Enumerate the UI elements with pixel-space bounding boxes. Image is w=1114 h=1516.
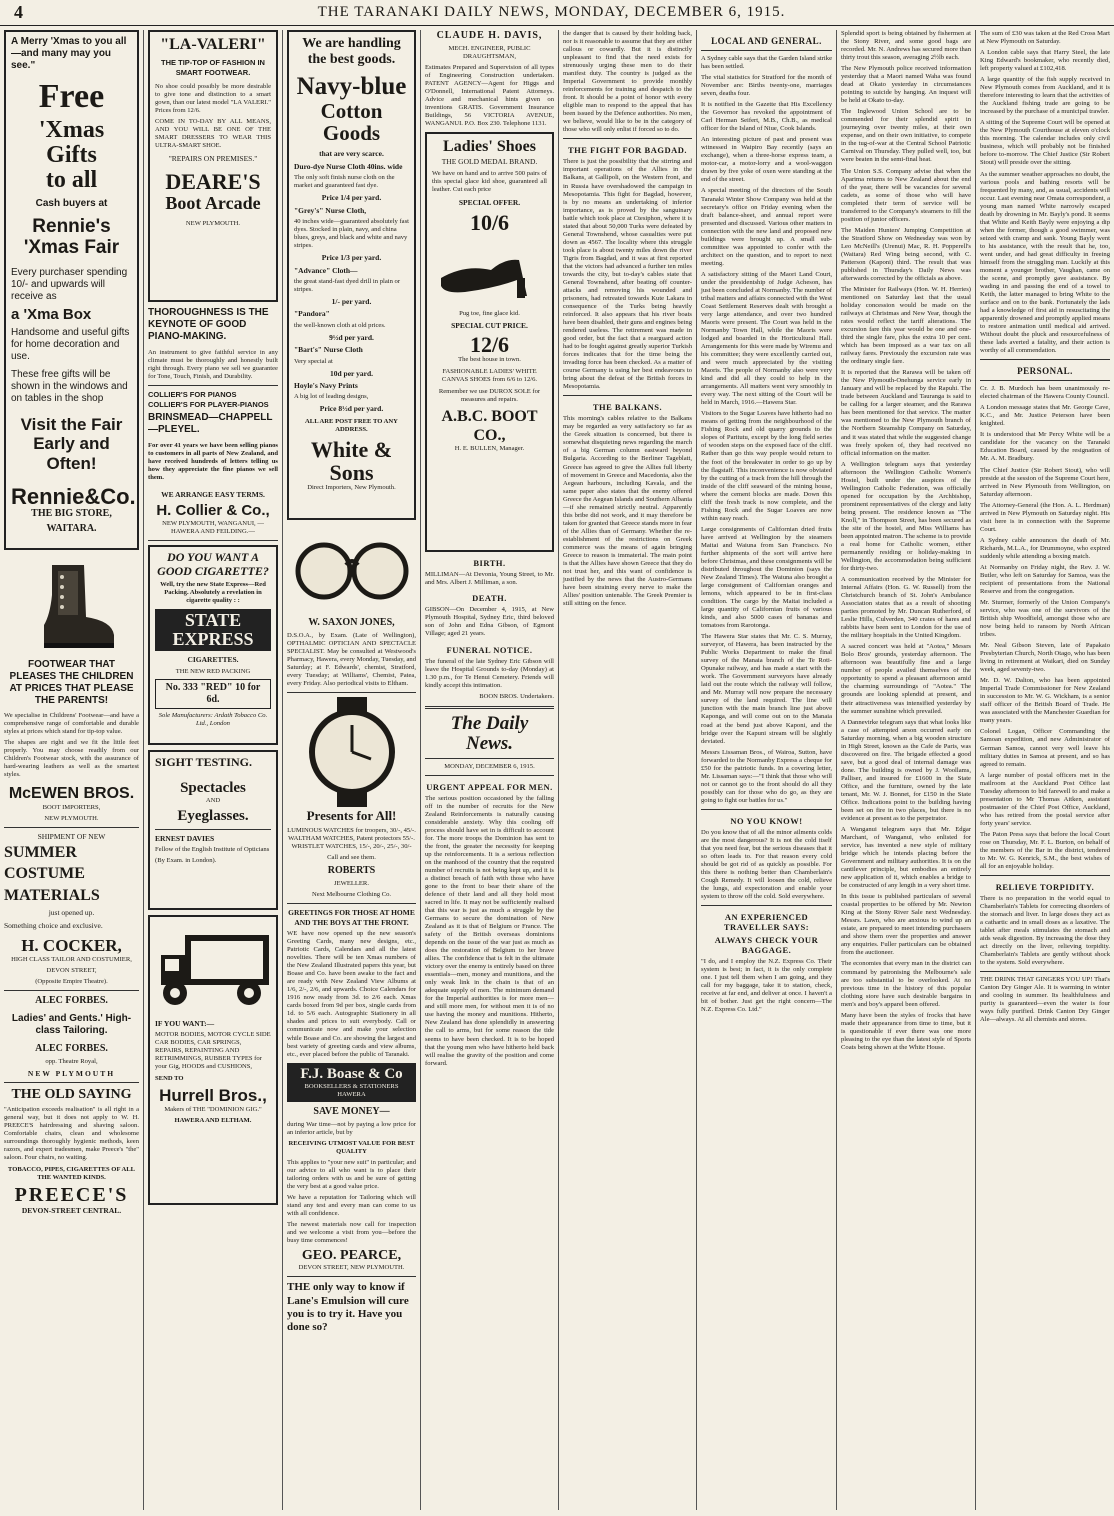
local-para: It is notified in the Gazette that His Excellency the Governor has revoked the appointment of Carl Herman Seifert, M.B., Ch.B., as medical officer for the Island of Niue, Cook Islands. bbox=[701, 101, 832, 133]
boase-head: GREETINGS FOR THOSE AT HOME AND THE BOYS AT THE FRONT. bbox=[288, 908, 415, 927]
white-l6: Hoyle's Navy Prints bbox=[294, 380, 358, 390]
local-para: The Hawera Star states that Mr. C. S. Murray, surveyor, of Hawera, has been instructed by the Public Works Department to make the final survey of the Manaia branch of the Te Roti-Opunake railway, and has made a start with the work. The Government surveyors have already laid out the route which the railway will follow, and Mr. Murray will now prepare the necessary survey of the land required. The line will junction with the main branch line just above Kaponga, and will come out on to the Manaia road at the bend just above Kaponi, and the bridge over the Kapuni stream will be slightly deviated. bbox=[701, 633, 832, 745]
personal-para: The Attorney-General (the Hon. A. L. Herdman) arrived in New Plymouth on Saturday night. His visit here is in connection with the Supreme Court. bbox=[980, 501, 1110, 533]
white-l5b: Very special at bbox=[294, 357, 333, 365]
davis-trade: MECH. ENGINEER, PUBLIC DRAUGHTSMAN, bbox=[448, 45, 531, 61]
rennie-fair: 'Xmas Fair bbox=[23, 237, 120, 259]
local-para: Messrs Lissaman Bros., of Wairoa, Sutton, have forwarded to the Normanby Express a cheque for £50 for the patriotic funds. In a covering letter, Mr. Lissaman says:—"I think that those who will not or cannot go to the front should do all they possibly can for those who do go, as they are going to fight our battles for us." bbox=[701, 748, 832, 804]
local-para: The vital statistics for Stratford for the month of November are: Births twenty-one, marriages seven, deaths four. bbox=[701, 74, 832, 98]
abc-mgr: H. E. BULLEN, Manager. bbox=[454, 445, 525, 453]
deare-arcade: Boot Arcade bbox=[165, 192, 261, 213]
local-para: An interesting picture of past and present was witnessed in Waipiro Bay recently (says an exchange), when a three-horse express team, a motor-car, a motor-lorry and a wool-waggon drawn by five yoke of oxen were standing at the end of the street. bbox=[701, 136, 832, 184]
pearce-head: SAVE MONEY— bbox=[313, 1105, 390, 1117]
personal-para: Colonel Logan, Officer Commanding the Samoan expedition, and new Administrator of German Samoa, cannot very well leave his military duties in Samoa at present, and so has agreed to remain. bbox=[980, 728, 1110, 768]
forbes-addr1: opp. Theatre Royal, bbox=[45, 1057, 98, 1065]
rennie-store: THE BIG STORE, bbox=[31, 508, 112, 520]
rennie-early: Early and Often! bbox=[33, 434, 110, 473]
roberts-call: Call and see them. bbox=[327, 854, 376, 862]
baghdad-body: There is just the possibility that the stirring and important operations of the Allies in the Balkans, at Gallipoli, on the Western front, and in Russia have overshadowed the campaign in Mesopotamia. This fight for Bagdad, however, is by no means an undertaking of inferior importance, as is proved by the sanguinary battle which took place at Ctesiphon, where it is stated that about 50,000 Turks were defeated by General Townshend, whose casualties were put down as 4567. The locality where this struggle took place is about twenty miles down the river Tigris from Bagdad, and it was at first reported that the victors had advanced a further ten miles towards the city, but to-day's cables state that General Townshend, after beating off counter-attacks and removing his wounded and prisoners, had retreated towards Kute Lakara in consequence of the Turks being heavily reinforced. It also appears that his river boats have been disabled, their guns and engines being rendered useless. The retirement was made in good order, but the fact that a rearguard action had to be fought against greatly superior Turkish forces indicates that for the time being the invading force has been checked. As a matter of course Germany is using her best endeavours to bring about the defeat of the British forces in Mesopotamia. bbox=[563, 158, 692, 391]
local-para: In this issue is published particulars of several coastal properties to be offered by Mr. Newton King at the Stony River Sale next Wednesday. Messrs. Lawn, who are anxious to wind up an estate, are prepared to meet intending purchasers and show them over the properties and answer any enquiries. Fuller particulars can be obtained from the auctioneer. bbox=[841, 893, 971, 957]
local-para: The economies that every man in the district can command by patronising the Melbourne's sale are too substantial to be overlooked. At no previous time in the history of this popular clothing store have such desirable bargains in men's and boy's apparel been offered. bbox=[841, 960, 971, 1008]
deare-repairs: "REPAIRS ON PREMISES." bbox=[168, 154, 258, 164]
white-that: that are very scarce. bbox=[319, 148, 384, 158]
mcewen-sub2: NEW PLYMOUTH. bbox=[44, 814, 99, 822]
saxon-jones-advert bbox=[287, 617, 416, 688]
mcewen-body2: The shapes are right and we fit the little feet properly. You may choose readily from our Children's Footwear stock, with the assurance of hard-wearing leathers as well as the smartest styles. bbox=[4, 739, 139, 779]
undertaker: BOON BROS. Undertakers. bbox=[479, 692, 554, 700]
local-para: The New Plymouth police received information yesterday that a Maori named Waha was found dead at Okato yesterday in circumstances pointing to suicide by hanging. An inquest will be held at Okato to-day. bbox=[841, 65, 971, 105]
rennie-shown: These free gifts will be shown in the windows and on tables in the shop bbox=[11, 368, 128, 404]
preece-advert bbox=[4, 1087, 139, 1216]
local-para: A Wanganui telegram says that Mr. Edgar Marchant, of Wanganui, who enlisted for service, has invented a new style of military bridge which he intends placing before the Government and military authorities. It is on the cantilever principle, but embodies an entirely new application of it, which enables a bridge to be constructed of any length in a very short time. bbox=[841, 825, 971, 890]
abc-boot-advert bbox=[425, 132, 554, 552]
rennie-cash: Cash buyers at bbox=[35, 197, 108, 209]
davis-body: Estimates Prepared and Supervision of all types of Engineering Construction undertaken. PATENT AGENCY—Agent for Higgs and O'Donnell, International Patent Attorneys. Advice and mechanical hints given on inventions GRATIS. Government Insurance Buildings, 56 VICTORIA AVENUE, WANGANUI. P.O. Box 230. Telephone 1131. bbox=[425, 64, 554, 128]
local-para: A Wellington telegram says that yesterday afternoon the Wellington Catholic Women's Hostel, built under the auspices of the Wellington Catholic Federation, was officially opened for occupation by the Archbishop, prominent representatives of the clergy and laity being present. The residence known as "The Knoll," in Thompson Street, has been secured as the site of the hostel, and Miss Williams has been appointed matron. The scheme is to provide a real home for Catholic women, either permanently residing or holiday-making in Wellington, the accommodation being sufficient for thirty-two. bbox=[841, 460, 971, 572]
column-3 bbox=[283, 30, 420, 1510]
abc-head: Ladies' Shoes bbox=[443, 138, 536, 156]
white-l6p: Price 8½d per yard. bbox=[319, 404, 384, 414]
death-heading: DEATH. bbox=[472, 593, 507, 604]
newspaper-title: THE TARANAKI DAILY NEWS, MONDAY, DECEMBER 6, 1915. bbox=[317, 4, 786, 20]
cocker-shipment: SHIPMENT OF NEW bbox=[37, 831, 106, 841]
mcewen-advert bbox=[4, 659, 139, 823]
funeral-notice: The funeral of the late Sydney Eric Gibson will leave the Hospital Grounds to-day (Monday) at 1.30 p.m., for Te Henui Cemetery. Friends will kindly accept this intimation. bbox=[425, 657, 554, 689]
sight-fellow: Fellow of the English Institute of Opticians bbox=[155, 846, 270, 854]
hurrell-makers: Makers of THE "DOMINION GIG." bbox=[164, 1105, 262, 1113]
mcewen-name: McEWEN BROS. bbox=[8, 785, 135, 803]
abc-special: SPECIAL OFFER. bbox=[458, 198, 521, 208]
deare-body2: COME IN TO-DAY BY ALL MEANS, AND YOU WILL BE ONE OF THE SMART DRESSERS TO WEAR THIS ULTRA-SMART SHOE. bbox=[155, 118, 271, 150]
abc-body: We have on hand and to arrive 500 pairs of this special glace kid shoe, guaranteed all leather. Cut each price bbox=[432, 170, 547, 194]
cocker-advert bbox=[4, 832, 139, 986]
preece-name: PREECE'S bbox=[14, 1184, 129, 1207]
collier-body3: For over 41 years we have been selling pianos to customers in all parts of New Zealand, and have received hundreds of letters telling us how they appreciate the fine pianos we sell them. bbox=[148, 441, 278, 481]
sight-testing-advert bbox=[148, 750, 278, 910]
davis-advert bbox=[425, 30, 554, 128]
local-para: The Minister for Railways (Hon. W. H. Herries) mentioned on Saturday last that the usual holiday concession would be made on the railways at Christmas and New Year, though the rates would reflect the tariff alterations. The excursion fare this year would be one and one-third the single fare, plus the extra 10 per cent. which has been imposed as a war tax on all railway fares. Previously the excursion rate was the ordinary single fare. bbox=[841, 285, 971, 366]
cocker-opp: (Opposite Empire Theatre). bbox=[35, 977, 108, 985]
personal-para: The Chief Justice (Sir Robert Stout), who will preside at the session of the Supreme Court here, arrived in New Plymouth from Wellington, on Saturday afternoon. bbox=[980, 466, 1110, 498]
hurrell-advert bbox=[148, 915, 278, 1205]
cocker-opened: just opened up. bbox=[48, 908, 95, 918]
state-express-cig: CIGARETTES. bbox=[187, 655, 239, 665]
local-para: It is reported that the Rarawa will be taken off the New Plymouth-Onehunga service early in January and will be replaced by the Rapuhi. The trade between Auckland and Tauranga is said to be calling for a larger steamer, and the Rarawa has been mentioned for that service. The matter was mentioned to the New Plymouth branch of the Northern Steamship Company on Saturday, and it was stated that while the suggested change was freely spoken of, they had received no official information on the matter. bbox=[841, 369, 971, 457]
rennie-purchaser: Every purchaser spending 10/- and upwards will receive as bbox=[11, 267, 128, 303]
cocker-street: DEVON STREET, bbox=[46, 966, 97, 974]
death-notice: GIBSON—On December 4, 1915, at New Plymouth Hospital, Sydney Eric, third beloved son of John and Edna Gibson, of Egmont Village; aged 21 years. bbox=[425, 606, 554, 638]
boase-logo bbox=[287, 1063, 416, 1102]
personal-para: A Sydney cable announces the death of Mr. Richards, M.L.A., for Drummoyne, who expired suddenly while attending a boxing match. bbox=[980, 536, 1110, 560]
pearce-body2: This applies to "your new suit" in particular; and our advice to all who want is to place their tailoring orders with us and be sure of getting the very best at a good value price. bbox=[287, 1159, 416, 1191]
local-para: Large consignments of Californian dried fruits have arrived at Wellington by the steamers Maitai and Waiuna from San Francisco. No further shipments of the sort will arrive here before Christmas, and these consignments will be distributed throughout the Dominion (says the New Zealand Times). The Waiuna also brought a large consignment of Californian oranges and lemons, which appeared to be in first-class condition. The cargo by the Maitai included a large quantity of Californian fruits of various kinds, and also 5000 cases of bananas and tomatoes from Rarotonga. bbox=[701, 525, 832, 630]
white-l1p: Price 1/4 per yard. bbox=[321, 193, 382, 203]
appeal-body: The serious position occasioned by the falling off in the number of recruits for the New Zealand Reinforcements is naturally causing considerable anxiety. Why this cooling off process should have set in is difficult to account for. The more troops the Dominion has sent to the front, the greater the necessity for keeping up the reinforcements. It is a serious reflection on the manhood of the country that the required number of recruits is not being kept up, and it is a distinct breach of faith with those who have gone to the front to bear their share of the defence of their land and all they hold most sacred in life. It may not be sufficiently realised that this war is just as much a struggle by the Germans to secure the domination of New Zealand as it is that of Belgium or France. The safety of the British overseas dominions depends on the issue of the war just as much as does the restoration of Belgium to her brave allies. The confidence that is felt in the ultimate victory over the enemy is entirely based on three essentials—men, money and munitions, and the only weak link in the chain is that of an adequate supply of men. The minimum demand for the Imperial authorities is for more men—and still more men, for without men it is of no use having the money and munitions. Hitherto, New Zealand has done splendidly in answering the call to arms, but for some reason the tide seems to have been checked. It is to be hoped that the young men who have hitherto held back will realise the gravity of the position and come forward. bbox=[425, 794, 554, 1067]
white-l2b: 40 inches wide—guaranteed absolutely fast dyes. Stocked in plain, navy, and china blues, greys, and black and white and navy stripes. bbox=[294, 218, 409, 250]
local-para: Splendid sport is being obtained by fishermen at the Stony River, and some good bags are recorded. Mr. N. Andrews has secured more than thirty trout this season, averaging 2½lb each. bbox=[841, 30, 971, 62]
abc-name: A.B.C. BOOT CO., bbox=[441, 408, 538, 444]
rennie-box: a 'Xma Box bbox=[11, 306, 92, 324]
personal-para: Mr. D. W. Dalton, who has been appointed Imperial Trade Commissioner for New Zealand in succession to Mr. W. G. Wickham, is a senior staff officer of the British Board of Trade. He was associated with the Manchester Guardian for many years. bbox=[980, 677, 1110, 725]
sight-spec: Spectacles bbox=[180, 779, 246, 796]
white-post: ALL ARE POST FREE TO ANY ADDRESS. bbox=[305, 417, 398, 433]
white-importers: Direct Importers, New Plymouth. bbox=[307, 484, 396, 491]
collier-brands: BRINSMEAD—CHAPPELL—PLEYEL. bbox=[148, 411, 273, 435]
sight-exam: (By Exam. in London). bbox=[155, 857, 217, 865]
editorial-date: MONDAY, DECEMBER 6, 1915. bbox=[444, 762, 535, 770]
traveller-heading: AN EXPERIENCED TRAVELLER SAYS: bbox=[723, 912, 810, 933]
sight-name: ERNEST DAVIES bbox=[155, 834, 215, 844]
collier-head: THOROUGHNESS IS THE KEYNOTE OF GOOD PIANO-MAKING. bbox=[148, 307, 269, 342]
white-l4b: the well-known cloth at old prices. bbox=[294, 321, 386, 329]
deare-town: NEW PLYMOUTH. bbox=[185, 219, 241, 227]
jones-name: W. SAXON JONES, bbox=[308, 617, 395, 628]
collier-name: H. Collier & Co., bbox=[156, 502, 270, 520]
state-express-makers: Sole Manufacturers: Ardath Tobacco Co. Ltd., London bbox=[158, 711, 268, 727]
ginger-ale-para: THE DRINK THAT GINGERS YOU UP! That's Canton Dry Ginger Ale. It is warming in winter and cooling in summer. Its healthfulness and purity is guaranteed—even the water is four ways fully purified. Drink Canton Dry Ginger Ale—always. At all chemists and stores. bbox=[980, 976, 1110, 1024]
watch-illustration bbox=[297, 697, 407, 807]
roberts-addr: Next Melbourne Clothing Co. bbox=[311, 891, 392, 899]
roberts-head: Presents for All! bbox=[306, 808, 397, 824]
white-navy: Navy-blue bbox=[296, 73, 407, 101]
white-l6b: A big lot of leading designs, bbox=[294, 393, 369, 401]
abc-desc: Pug toe, fine glace kid. bbox=[459, 309, 520, 317]
mcewen-body1: We specialise in Childrens' Footwear—and have a comprehensive range of comfortable and durable styles at prices which stand for tip-top value. bbox=[4, 712, 139, 736]
white-l1: Duro-dye Nurse Cloth 40ins. wide bbox=[294, 161, 403, 171]
hurrell-name: Hurrell Bros., bbox=[159, 1086, 267, 1106]
birth-notice: MILLIMAN—At Devonia, Young Street, to Mr. and Mrs. Albert J. Milliman, a son. bbox=[425, 571, 554, 587]
birth-heading: BIRTH. bbox=[473, 558, 506, 569]
boase-logo-sub: BOOKSELLERS & STATIONERS HAWERA bbox=[304, 1082, 399, 1098]
white-name: White & Sons bbox=[310, 436, 393, 485]
personal-para: Mr. Neal Gibson Steven, late of Papakaio Presbyterian Church, North Otago, who has been living in retirement at Waikari, died on Sunday week, aged seventy-two. bbox=[980, 642, 1110, 674]
white-sons-advert bbox=[287, 30, 416, 520]
appeal-heading: URGENT APPEAL FOR MEN. bbox=[426, 781, 553, 792]
deare-head: "LA-VALERI" bbox=[160, 36, 266, 53]
masthead bbox=[0, 0, 1114, 26]
personal-heading: PERSONAL. bbox=[1017, 366, 1073, 377]
local-para: A Sydney cable says that the Garden Island strike has been settled. bbox=[701, 55, 832, 71]
hurrell-you-want: IF YOU WANT:— bbox=[155, 1018, 215, 1028]
cocker-costume: COSTUME bbox=[4, 865, 85, 883]
local-para: The Inglewood Union School are to be commended for their splendid spirit in journeying over twenty miles, at their own expense, and on their own initiative, to compete in the tug-of-war at the Central School Patriotic Carnival on Thursday. They pulled well, too, but were beaten in the semi-final heat. bbox=[841, 108, 971, 164]
relieve-body: There is no preparation in the world equal to Chamberlain's Tablets for correcting disorders of the stomach and liver. In large doses they act as a cathartic and in small doses as a laxative. The tablet after meals stimulates the stomach and aids weak digestion. By increasing the dose they act directly on the liver, relieving torpidity. Chamberlain's Tablets are gently without shock to the system. Sold everywhere. bbox=[980, 894, 1110, 967]
paper-title: The Daily News. bbox=[450, 712, 529, 754]
column-6 bbox=[697, 30, 836, 1510]
local-para: A London cable says that Harry Steel, the late King Edward's bookmaker, who recently died, left property valued at £102,418. bbox=[980, 49, 1110, 73]
white-l5p: 10d per yard. bbox=[330, 368, 373, 378]
local-para: A Dannevirke telegram says that what looks like a case of attempted arson occurred early on Saturday morning, when a big wooden structure in High Street, known as the Cafe de Paris, was discovered on fire. The brigade effected a good save, but a good deal of internal damage was done. The building is owned by J. Woollams, Palliser, and insured for £1600 in the State Office, and the furniture, owned by the late tenant, Mr. W. J. Bonnet, for £150 in the State Office. Indications point to the building having been set on fire in two places, but there is no evidence at present as to the perpetrator. bbox=[841, 718, 971, 822]
rennie-advert bbox=[4, 30, 139, 550]
local-para: A sitting of the Supreme Court will be opened at the New Plymouth Courthouse at eleven o'clock this morning. The calendar includes only civil business, which will probably not be finished before to-morrow. The Chief Justice (Sir Robert Stout) will preside over the sitting. bbox=[980, 119, 1110, 167]
forbes-tagline: Ladies' and Gents.' High-class Tailoring. bbox=[11, 1012, 132, 1036]
boase-advert bbox=[287, 908, 416, 1102]
pearce-addr: DEVON STREET, NEW PLYMOUTH. bbox=[298, 1264, 405, 1272]
state-express-advert bbox=[148, 545, 278, 745]
you-know-heading: NO YOU KNOW! bbox=[730, 815, 803, 826]
state-express-price: No. 333 "RED" 10 for 6d. bbox=[155, 679, 271, 709]
personal-para: Mr. Sturmer, formerly of the Union Company's service, who was one of the survivors of the British ship Woodfield, amongst those who are now being held to ransom by North African tribes. bbox=[980, 598, 1110, 639]
balkans-body: This morning's cables relative to the Balkans may be regarded as very satisfactory so far as the Greek situation is concerned, but there is somewhat disquieting news regarding the march of a big German column eastward beyond Bulgaria. According to the Berliner Tageblatt, Greece has agreed to give the Allies full liberty of movement in Greece and Macedonia, also the Aegean harbours, including Kavala, and the same paper also states that the enemy offered Greece the Aegean Islands and Southern Albania—if she remained strictly neutral. Apparently this bribe did not work, and it may therefore be taken for granted that Greece stands more in fear of the Allies than of Germany. Whether the re-establishment of the restrictions on Greek commerce was the means of again bringing Greece to reason is immaterial. The main point is that the Allies have shown Greece that they do not trust her, and this want of confidence is justified by the news that the Austro-Germans have been straining every nerve to make the Allies' position untenable. The Greek Premier is still sitting on the fence. bbox=[563, 415, 692, 608]
pearce-receiving: RECEIVING UTMOST VALUE FOR BEST QUALITY bbox=[288, 1139, 415, 1155]
white-l3: "Advance" Cloth— bbox=[294, 265, 358, 275]
collier-agents: WE ARRANGE EASY TERMS. bbox=[161, 490, 265, 500]
sight-head: SIGHT TESTING. bbox=[155, 754, 252, 769]
cocker-summer: SUMMER bbox=[4, 844, 77, 862]
boase-logo-name: F.J. Boase & Co bbox=[300, 1065, 403, 1082]
column-4 bbox=[421, 30, 558, 1510]
local-para: The sum of £30 was taken at the Red Cross Mart at New Plymouth on Saturday. bbox=[980, 30, 1110, 46]
rennie-town: WAITARA. bbox=[46, 523, 97, 535]
white-l2p: Price 1/3 per yard. bbox=[321, 253, 382, 263]
collier-body: An instrument to give faithful service in any climate must be thoroughly and honestly built right through. Every piano we sell we guarantee for Tone, Touch, Finish, and Durability. bbox=[148, 349, 278, 381]
personal-para: It is understood that Mr Percy White will be a candidate for the vacancy on the Taranaki Education Board, caused by the resignation of Mr. A. M. Bradbury. bbox=[980, 431, 1110, 463]
preece-addr: DEVON-STREET CENTRAL. bbox=[21, 1206, 122, 1216]
local-para: Visitors to the Sugar Loaves have hitherto had no means of getting from the neighbourhood of the Fishing Rock and old quarry grounds to the slopes of Paritutu, except by the long field series of wooden steps on the exposed face of the cliff. Rather than go this way people would return to the foot of the breakwater in order to go up by the flagstaff. This inconvenience is now obviated by the cutting of a track from the hill through the inside of the cliff seaward of the mining house, where the cement blocks are made. Down this cliff the fresh track is now complete, and the Fishing Rock and the Sugar Loaves are now within easy reach. bbox=[701, 410, 832, 522]
white-l4: "Pandora" bbox=[294, 309, 330, 319]
hurrell-list: MOTOR BODIES, MOTOR CYCLE SIDE CAR BODIES, CAR SPRINGS, REPAIRS, REPAINTING AND RETRIMMINGS, RUBBER TYPES for your Gig, HOODS and CUSHIONS, bbox=[155, 1031, 271, 1071]
funeral-heading: FUNERAL NOTICE. bbox=[446, 644, 533, 655]
sight-eye: Eyeglasses. bbox=[177, 807, 249, 824]
personal-para: At Normanby on Friday night, the Rev. J. W. Butler, who left on Saturday for Samoa, was the recipient of presentations from the National Reserve and from the congregation. bbox=[980, 563, 1110, 595]
personal-para: Cr. J. B. Murdoch has been unanimously re-elected chairman of the Hawera County Council. bbox=[980, 385, 1110, 401]
lane-emulsion-advert: THE only way to know if Lane's Emulsion will cure you is to try it. Have you done so? bbox=[287, 1281, 409, 1334]
rennie-intro: A Merry 'Xmas to you all—and many may you see." bbox=[11, 36, 127, 71]
baggage-heading: ALWAYS CHECK YOUR BAGGAGE. bbox=[714, 935, 819, 956]
state-express-brand: STATE EXPRESS bbox=[155, 609, 271, 651]
cocker-name: H. COCKER, bbox=[21, 936, 122, 955]
notices bbox=[425, 558, 554, 700]
pearce-body4: The newest materials now call for inspection and we welcome a visit from you—before the busy time commences! bbox=[287, 1221, 416, 1245]
relieve-heading: RELIEVE TORPIDITY. bbox=[995, 881, 1095, 892]
white-l3b: the great stand-fast dyed drill in plain or stripes. bbox=[294, 277, 401, 293]
abc-price2: 12/6 bbox=[469, 332, 510, 358]
white-l5: "Bart's" Nurse Cloth bbox=[294, 345, 363, 355]
abc-fashion: FASHIONABLE LADIES' WHITE CANVAS SHOES from 6/6 to 12/6. bbox=[441, 368, 538, 384]
preece-body: "Anticipation exceeds realisation" is all right in a general way, but it does not apply to W. H. PREECE'S hairdressing and shaving saloon. Comfortable chairs, clean and wholesome surroundings thoroughly hygienic methods, keen razors, and expert tradesmen, make Preece's "the" saloon. Four chairs, no waiting. bbox=[4, 1106, 139, 1162]
roberts-name: ROBERTS bbox=[327, 865, 376, 877]
local-para: As the summer weather approaches no doubt, the various pools and bathing resorts will be frequented by many, and, as usual, accidents will occur. Last evening near Omata correspondent, a young man named White narrowly escaped death by drowning in Mr. Bayly's pond. It seems that White and Keith Bayly were enjoying a dip when the former, though a good swimmer, was seized with cramp and sank. Young Bayly went to his assistance, with the result that he, too, went under, and had great difficulty in freeing himself from the struggling man. Luckily at this moment a younger brother, Vaughan, came on the scene, and promptly gave assistance. By wading in and passing the end of a towel to Keith, the latter managed to bring White to the surface and on to the bank. Fortunately the lads had a knowledge of first aid in resuscitating the apparently drowned and promptly applied means to restore animation until medical aid arrived. Without doubt the pluck and resourcefulness of these lads averted a fatality, and their action is worthy of all commendation. bbox=[980, 170, 1111, 355]
rennie-name: Rennie's bbox=[32, 215, 111, 237]
local-para: A satisfactory sitting of the Maori Land Court, under the presidentship of Judge Acheson, has just been concluded at Normanby. The number of tribal matters and affairs connected with the West Coast Settlement Reserves dealt with brought a very large attendance, and over two hundred Maoris were present. The Court was held in the Normanby Town Hall, while the Maoris were lodged and boarded in the Horticultural Hall. Arrangements for this were made by Wiremu and his committee; they were excellently carried out, and were much appreciated by the visiting Maoris. The people of Normanby also were very kind and did all they could to help in the arrangements. All matters went very smoothly in every way. The next sitting of the Court will be held in March, 1916.—Hawera Star. bbox=[701, 270, 832, 407]
pearce-name: GEO. PEARCE, bbox=[301, 1248, 402, 1264]
pearce-advert bbox=[287, 1106, 416, 1273]
cough-remedy-para: Do you know that of all the minor ailments colds are the most dangerous? It is not the cold itself that you need fear, but the serious diseases that it so often leads to. For that reason every cold should be got rid of as quickly as possible. For this there is nothing better than Chamberlain's Cough Remedy. It will loosen the cold, relieve the lungs, aid expectoration and enable your system to throw off the cold. Sold everywhere. bbox=[701, 828, 832, 901]
local-para: A communication received by the Minister for Internal Affairs (Hon. G. W. Russell) from the Christchurch branch of St. John's Ambulance Association states that as a result of shooting parties promoted by Mr. Duncan Rutherford, of Leslie Hills, Culverden, 340 crates of hares and rabbits have been sent to London for the use of the military hospitals in the United Kingdom. bbox=[841, 576, 971, 640]
balkans-heading: THE BALKANS. bbox=[592, 402, 663, 413]
local-para: The Maiden Hunters' Jumping Competition at the Stratford Show on Wednesday was won by Leo McNeill's (Urenui) Mac, R. H. Popperell's (Waitara) Red Wing being second, with C. Patterson (Kaponi) third. The result that was published in Thursday's Daily News was afterwards corrected by the officials as above. bbox=[841, 226, 971, 282]
deare-sub: THE TIP-TOP OF FASHION IN SMART FOOTWEAR. bbox=[161, 58, 265, 77]
personal-para: The Paton Press says that before the local Court rose on Thursday, Mr. F. L. Burton, on behalf of the members of the Bar in the district, tendered to Mr. W. G. Kenrick, S.M., the best wishes of all for an enjoyable holiday. bbox=[980, 830, 1110, 870]
davis-name: CLAUDE H. DAVIS, bbox=[436, 30, 543, 41]
deare-body: No shoe could possibly be more desirable to give tone and distinction to a smart gown, than our latest model "LA VALERI." Prices from 12/6. bbox=[155, 83, 271, 115]
local-para: A large quantity of the fish supply received in New Plymouth comes from Auckland, and it is therefore interesting to learn that the activities of the Auckland fishing trade are going to be increased by the purchase of a municipal trawler. bbox=[980, 76, 1110, 116]
deare-name: DEARE'S bbox=[165, 168, 261, 194]
roberts-trade: JEWELLER. bbox=[334, 880, 369, 888]
local-para: A sacred concert was held at "Aotea," Messrs Bolo Bros' grounds, yesterday afternoon. The afternoon was beautifully fine and a large number of people availed themselves of the opportunity to spend a pleasant afternoon amid the charming surroundings of "Aotea." The grounds are looking splendid at present, and their attractiveness was intensified yesterday by the summer sunshine which prevailed. bbox=[841, 643, 971, 715]
spectacles-illustration bbox=[288, 525, 416, 615]
abc-brand: THE GOLD MEDAL BRAND. bbox=[441, 156, 538, 166]
rennie-free: Free bbox=[38, 78, 105, 115]
pearce-body3: We have a reputation for Tailoring which will stand any test and every man can come to us with all confidence. bbox=[287, 1194, 416, 1218]
rennie-to-all: to all bbox=[45, 167, 98, 194]
jones-body: D.S.O.A., by Exam. (Late of Wellington), OPTHALMIC OPTICIAN AND SPECTACLE SPECIALIST. May be consulted at Westwood's Pharmacy, Hawera, every Monday, Tuesday, and Saturday; at F. Edwards', chemist, Stratford, every Tuesday; at Williams', Chemist, Patea, every Friday. Also periodical visits to Eltham. bbox=[287, 632, 416, 688]
local-general-heading: LOCAL AND GENERAL. bbox=[711, 36, 822, 46]
page-number: 4 bbox=[14, 2, 23, 22]
state-express-body: Well, try the new State Express—Red Packing. Absolutely a revelation in cigarette quality : : bbox=[160, 581, 266, 605]
mcewen-sub1: BOOT IMPORTERS, bbox=[42, 803, 101, 811]
cocker-tailor: HIGH CLASS TAILOR AND COSTUMIER, bbox=[11, 955, 132, 963]
preece-head: THE OLD SAYING bbox=[11, 1087, 132, 1103]
editorial-continued: the danger that is caused by their holding back, nor is it reasonable to assume that they are either callous or cowardly. But it is distinctly unpleasant to find that the need exists for strenuously urging these men to do their manifest duty. The country is judged as the Imperial Government to provide monthly reinforcements for training and despatch to the front. It should be a point of honor with every eligible man to respond to the appeal that has been issued by the Defence authorities. No men, we believe, would like to be in the category of those who will only enlist if forced so to do. bbox=[563, 30, 692, 134]
white-head: We are handling the best goods. bbox=[302, 36, 401, 68]
sight-and: AND bbox=[205, 796, 221, 804]
white-l2: "Grey's" Nurse Cloth, bbox=[294, 205, 367, 215]
deare-advert bbox=[148, 30, 278, 302]
forbes-name1: ALEC FORBES. bbox=[35, 994, 108, 1006]
editorial-start bbox=[425, 714, 554, 1068]
personal-para: A large number of postal officers met in the mailroom at the Auckland Post Office last Tuesday afternoon to bid farewell to and make a presentation to Mr Thomas Aitken, assistant postmaster of the Chief Post Office, Auckland, who has retired from the postal service after forty years' service. bbox=[980, 771, 1110, 827]
column-5 bbox=[559, 30, 696, 1510]
preece-tobacco: TOBACCO, PIPES, CIGARETTES OF ALL THE WANTED KINDS. bbox=[7, 1166, 136, 1182]
hurrell-town: HAWERA AND ELTHAM. bbox=[174, 1116, 252, 1124]
local-para: Many have been the styles of frocks that have made their appearance from time to time, but it is questionable if ever there was one more pleasing to the eye than the latest style of Sports Coats being shown at the White House. bbox=[841, 1011, 971, 1051]
roberts-advert bbox=[287, 809, 416, 899]
column-8 bbox=[976, 30, 1114, 1510]
baghdad-heading: THE FIGHT FOR BAGDAD. bbox=[568, 145, 687, 156]
abc-cut: SPECIAL CUT PRICE. bbox=[451, 320, 528, 330]
abc-price1: 10/6 bbox=[469, 209, 510, 235]
abc-duro: Remember we use DUROX SOLE for measures and repairs. bbox=[438, 388, 541, 404]
column-2 bbox=[144, 30, 282, 1510]
mcewen-head: FOOTWEAR THAT PLEASES THE CHILDREN AT PRICES THAT PLEASE THE PARENTS! bbox=[9, 659, 134, 706]
rennie-xmas-gifts: 'Xmas Gifts bbox=[38, 117, 105, 169]
column-1 bbox=[0, 30, 143, 1510]
collier-head2: COLLIER'S FOR PIANOS COLLIER'S FOR PLAYER-PIANOS bbox=[148, 390, 269, 409]
forbes-addr2: NEW PLYMOUTH bbox=[27, 1068, 116, 1078]
cocker-choice: Something choice and exclusive. bbox=[4, 920, 103, 930]
cocker-materials: MATERIALS bbox=[4, 886, 100, 904]
collier-towns: NEW PLYMOUTH, WANGANUI, —HAWERA AND FEILDING.— bbox=[162, 519, 264, 535]
roberts-body: LUMINOUS WATCHES for troopers, 30/-, 45/-. WALTHAM WATCHES, Patent protectors 55/-. WRISTLET WATCHES, 15/-, 20/-, 25/-, 30/- bbox=[287, 827, 416, 851]
children-boot-illustration bbox=[22, 555, 122, 655]
local-para: The Union S.S. Company advise that when the Aparima returns to New Zealand about the end of the year, there will be vacancies for several cadets, as some of those who will have completed their term of service will be transferred to the Company's steamers to fill the position of junior officers. bbox=[841, 167, 971, 223]
white-l4p: 9½d per yard. bbox=[329, 332, 374, 342]
boase-body: WE have now opened up the new season's Greeting Cards, many new designs, etc., Patriotic Cards, Calendars and all the latest novelties. There will be ten Xmas numbers of the New Zealand Illustrated papers this year, but Boase and Co. have been awake to the fact and are ready with New Zealand View Albums at 1/6, 2/-, 2/6, and upwards. Choice Calendars for 1916 now ready from 3d. to 2/6 each. Xmas cards boxed from 9d per box, single cards from 1d. to 5/6 each. Autographic Stationery in all shades and prices to suit everybody. Call or communicate now and make your selection while Boase and Co. are showing the largest and best variety of greeting cards and view albums, etc., ever placed before the public of Taranaki. bbox=[287, 930, 416, 1058]
motor-truck-illustration bbox=[155, 925, 275, 1015]
rennie-co: Rennie&Co. bbox=[11, 484, 136, 510]
white-l1b: The only soft finish nurse cloth on the market and guaranteed fast dye. bbox=[294, 174, 395, 190]
state-express-question: DO YOU WANT A GOOD CIGARETTE? bbox=[157, 549, 269, 578]
personal-para: A London message states that Mr. George Cave, K.C., and Mr. Justice Peterson have been knighted. bbox=[980, 404, 1110, 428]
column-7 bbox=[837, 30, 975, 1510]
express-para: "I do, and I employ the N.Z. Express Co. Their system is best; in fact, it is the only complete one. I just tell them when I am going, and they call for my baggage, take it to station, check, receive at far end, and deliver at once. I haven't a bit of bother. Just get the right concern—The N.Z. Express Co. Ltd." bbox=[701, 958, 832, 1014]
white-cotton: Cotton Goods bbox=[320, 99, 383, 146]
ladies-shoe-illustration bbox=[435, 238, 545, 306]
rennie-visit: Visit the Fair bbox=[20, 414, 123, 434]
pearce-body: during War time—not by paying a low price for an inferior article, but by bbox=[287, 1120, 416, 1136]
abc-best: The best house in town. bbox=[458, 356, 521, 364]
forbes-name2: ALEC FORBES. bbox=[35, 1042, 108, 1054]
rennie-handsome: Handsome and useful gifts for home decoration and use. bbox=[11, 326, 130, 362]
collier-advert bbox=[148, 307, 278, 536]
white-l3p: 1/- per yard. bbox=[331, 297, 372, 307]
hurrell-send: SEND TO bbox=[155, 1075, 184, 1083]
forbes-advert bbox=[4, 995, 139, 1078]
local-para: A special meeting of the directors of the South Taranaki Winter Show Company was held at the secretary's office on Friday evening when the draft balance-sheet, and annual report were presented and discussed. Various other matters in connection with the new land and proposed new buildings were brought up. A small sub-committee was appointed to confer with the architect on the question, and to report to next meeting. bbox=[701, 187, 832, 267]
state-express-pack: THE NEW RED PACKING bbox=[175, 667, 251, 675]
